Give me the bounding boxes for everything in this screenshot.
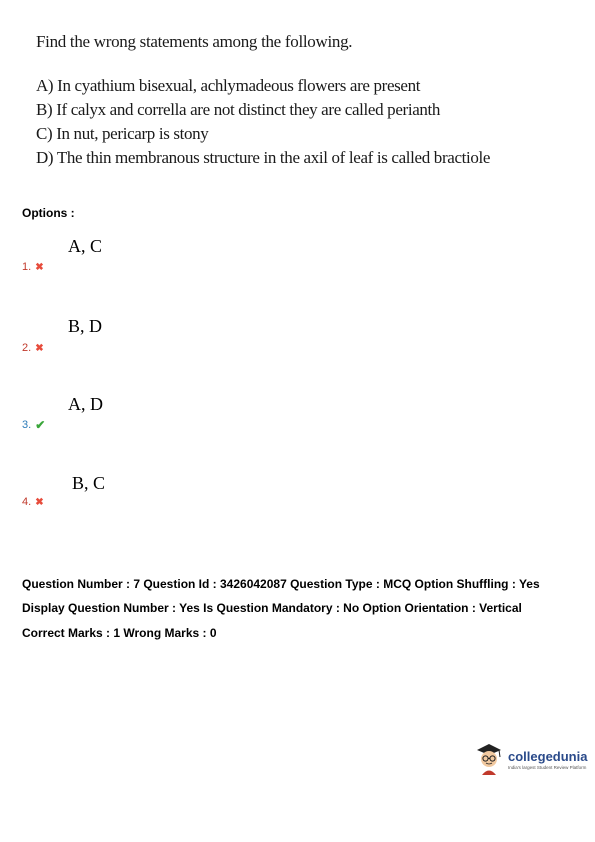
option-2-number-row (22, 342, 44, 354)
meta-line-3: Correct Marks : 1 Wrong Marks : 0 (22, 626, 217, 640)
option-1-number: 1. (22, 261, 32, 273)
statement-d: D) The thin membranous structure in the axil of leaf is called bractiole (36, 148, 491, 167)
mascot-icon (474, 742, 504, 776)
options-label: Options : (22, 206, 75, 220)
logo-name: collegedunia (508, 748, 588, 764)
option-3-text[interactable]: A, D (68, 394, 103, 414)
option-3-number-row (22, 418, 45, 432)
cross-icon: ✖ (35, 342, 44, 354)
option-3-number: 3. (22, 419, 32, 431)
logo-text (508, 749, 587, 770)
question-block (36, 32, 566, 170)
option-2-number: 2. (22, 342, 32, 354)
cross-icon: ✖ (35, 261, 44, 273)
option-4-number-row (22, 496, 44, 508)
statement-a: A) In cyathium bisexual, achlymadeous flowers are present (36, 76, 421, 95)
check-icon: ✔ (35, 418, 46, 432)
statement-b: B) If calyx and corrella are not distinct they are called perianth (36, 100, 441, 119)
collegedunia-logo (474, 742, 587, 776)
option-4-number: 4. (22, 496, 32, 508)
logo-tagline: India's largest Student Review Platform (508, 764, 587, 770)
option-1-text[interactable]: A, C (68, 236, 103, 256)
meta-line-1: Question Number : 7 Question Id : 3426042087 Question Type : MCQ Option Shuffling : Yes (22, 577, 540, 591)
cross-icon: ✖ (35, 496, 44, 508)
option-4-text[interactable]: B, C (72, 473, 106, 493)
meta-line-2: Display Question Number : Yes Is Question Mandatory : No Option Orientation : Vertical (22, 601, 522, 615)
option-1-number-row (22, 261, 44, 273)
statement-c: C) In nut, pericarp is stony (36, 124, 209, 143)
question-text: Find the wrong statements among the following. (36, 32, 353, 51)
option-2-text[interactable]: B, D (68, 316, 103, 336)
